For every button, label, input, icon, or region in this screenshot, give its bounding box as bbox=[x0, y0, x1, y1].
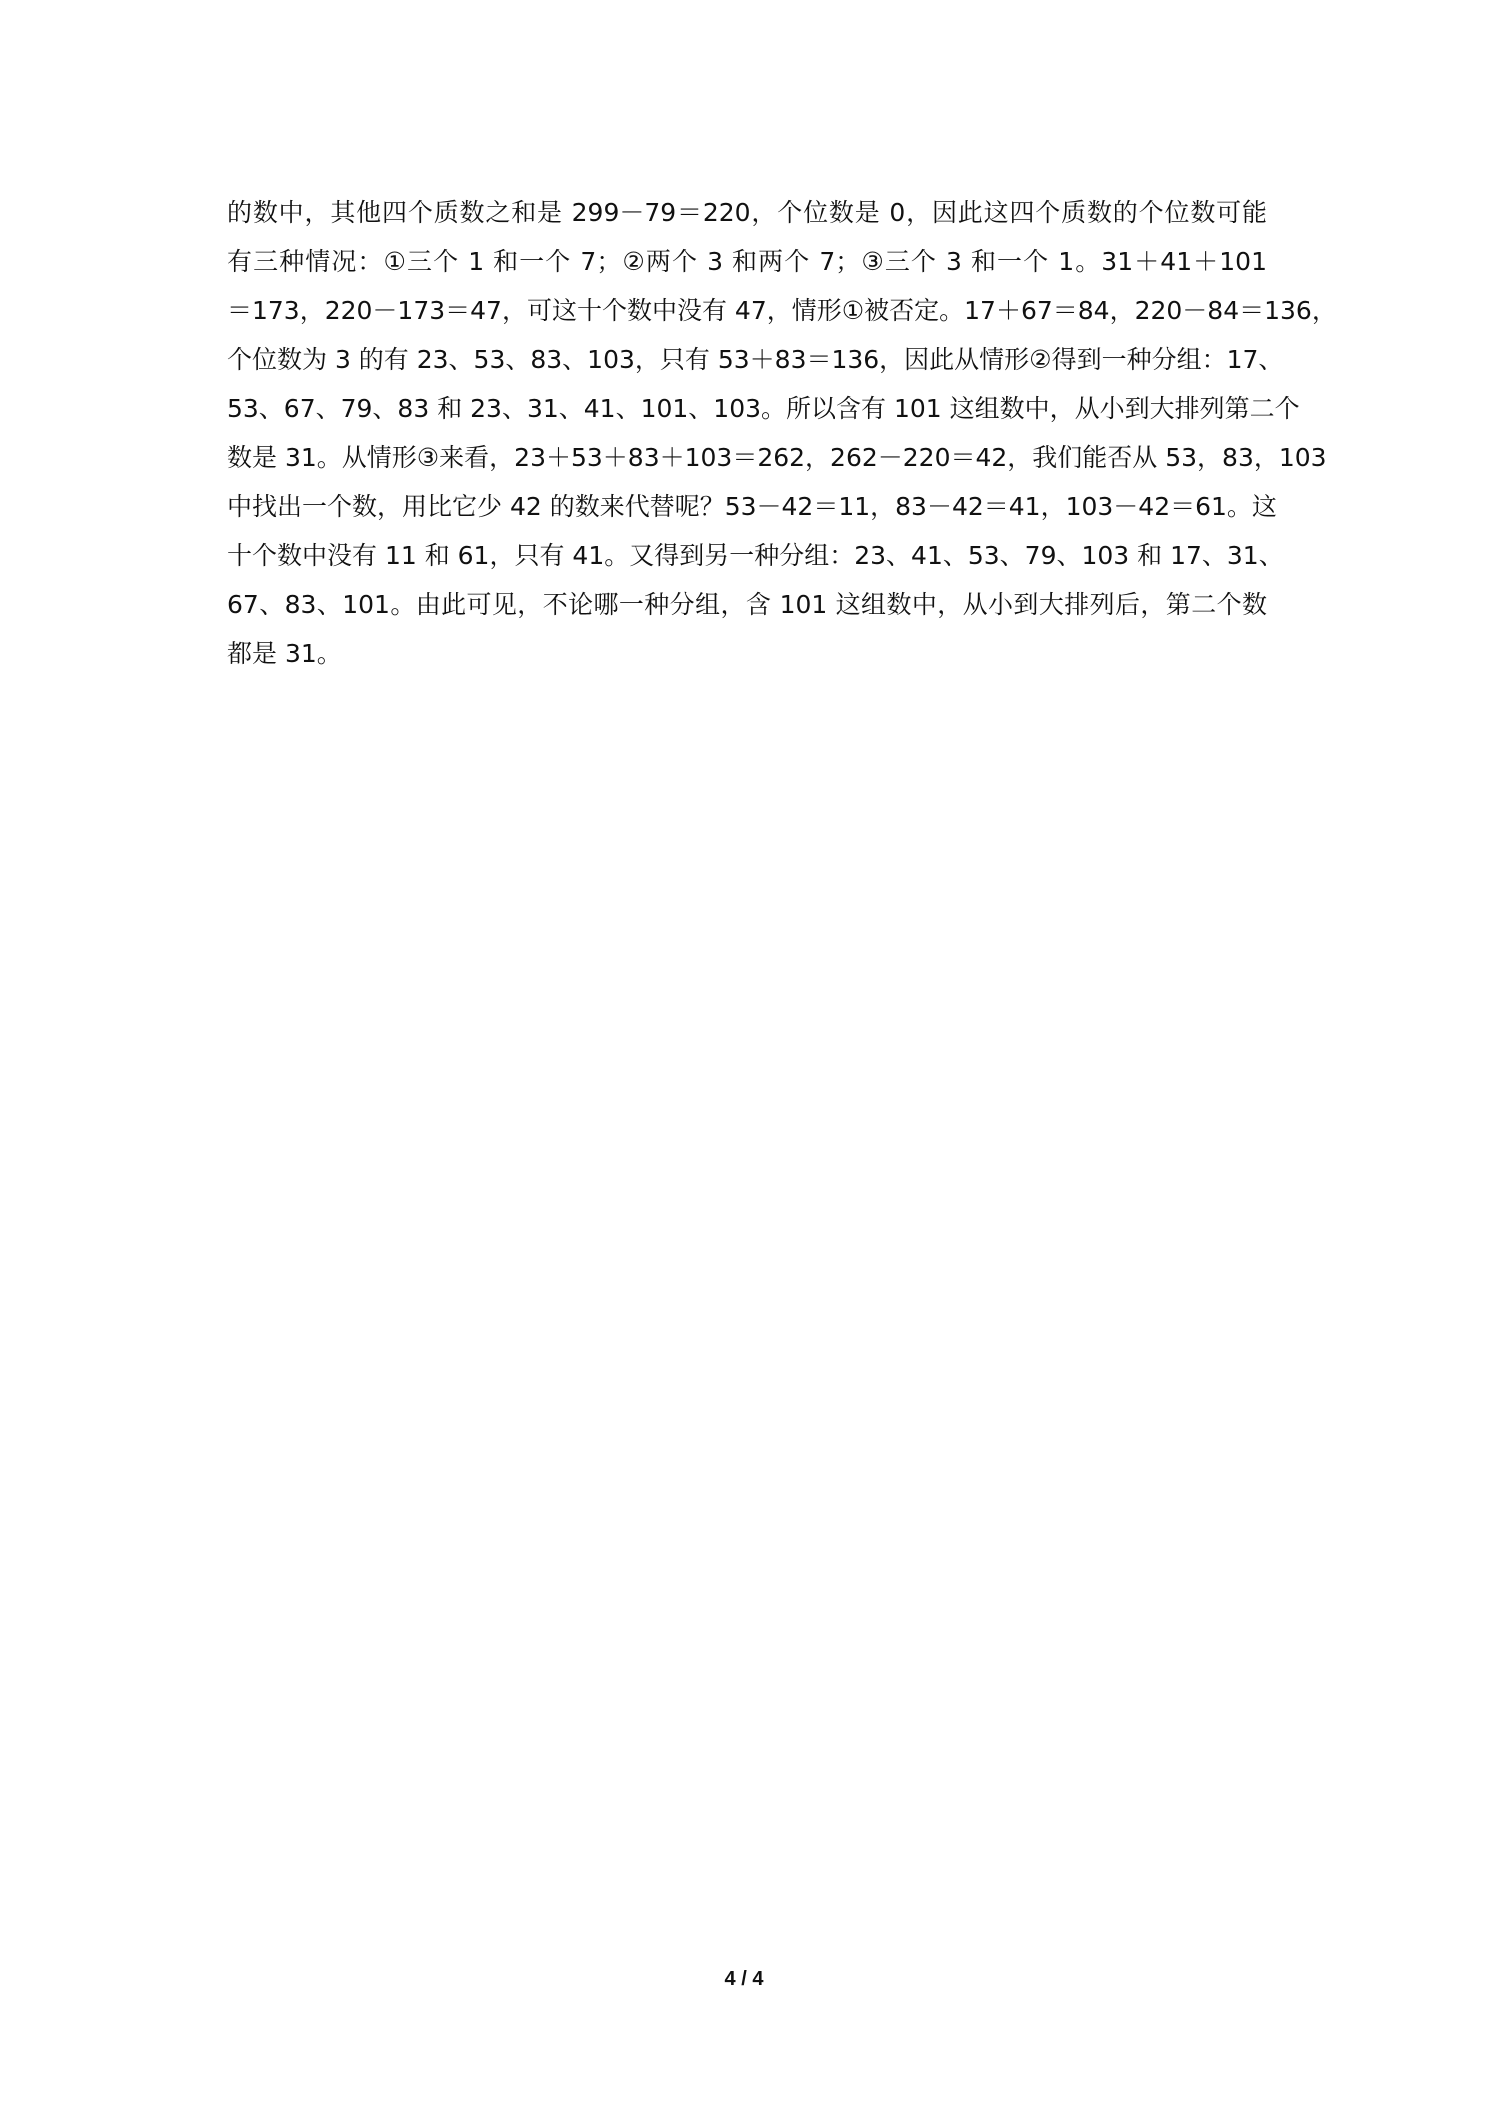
solution-paragraph bbox=[227, 188, 1337, 678]
text-line: 都是 31。 bbox=[227, 639, 342, 668]
text-line: 53、67、79、83 和 23、31、41、101、103。所以含有 101 这组数中，从小到大排列第二个 bbox=[227, 394, 1300, 423]
text-line: 67、83、101。由此可见，不论哪一种分组，含 101 这组数中，从小到大排列后，第二个数 bbox=[227, 590, 1267, 619]
text-line: 个位数为 3 的有 23、53、83、103，只有 53＋83＝136，因此从情形②得到一种分组：17、 bbox=[227, 345, 1284, 374]
text-line: 十个数中没有 11 和 61，只有 41。又得到另一种分组：23、41、53、79、103 和 17、31、 bbox=[227, 541, 1284, 570]
text-line: 数是 31。从情形③来看，23＋53＋83＋103＝262，262－220＝42，我们能否从 53，83，103 bbox=[227, 443, 1327, 472]
text-line: 中找出一个数，用比它少 42 的数来代替呢？53－42＝11，83－42＝41，103－42＝61。这 bbox=[227, 492, 1277, 521]
text-line: 有三种情况：①三个 1 和一个 7；②两个 3 和两个 7；③三个 3 和一个 1。31＋41＋101 bbox=[227, 247, 1267, 276]
text-line: ＝173，220－173＝47，可这十个数中没有 47，情形①被否定。17＋67＝84，220－84＝136， bbox=[227, 296, 1337, 325]
text-line: 的数中，其他四个质数之和是 299－79＝220，个位数是 0，因此这四个质数的个位数可能 bbox=[227, 198, 1267, 227]
page-number: 4 / 4 bbox=[724, 1968, 764, 1990]
